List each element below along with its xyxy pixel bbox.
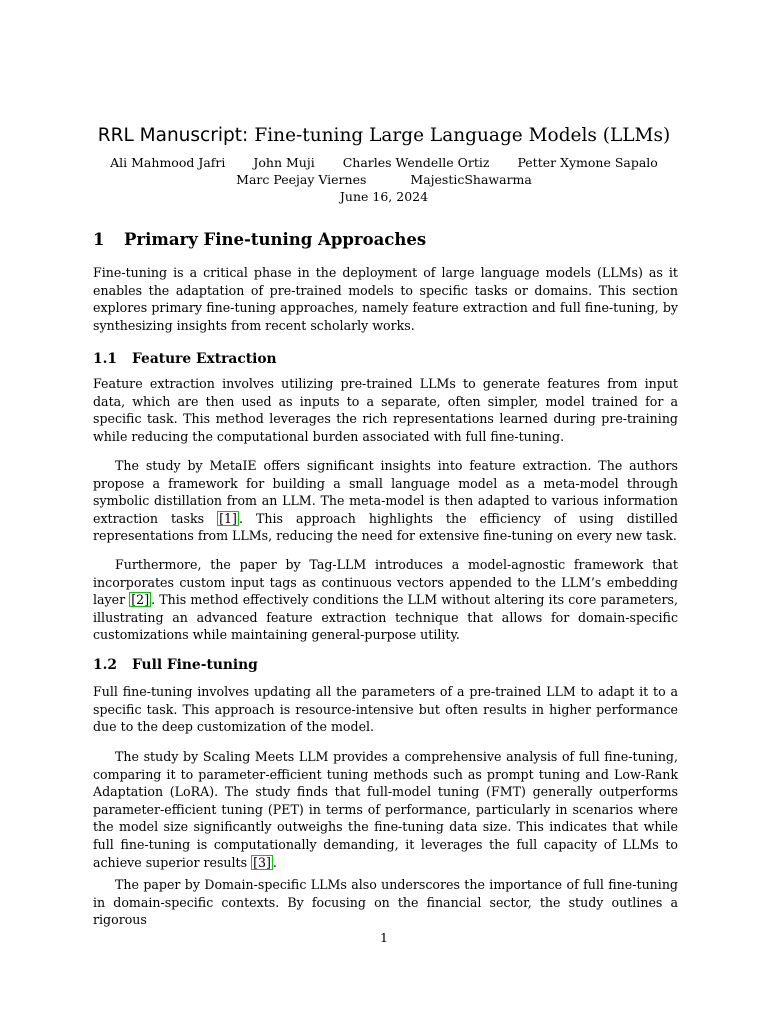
paragraph-text: . This approach highlights the efficiency of using distilled representations from LLMs, reducing the need for extensive fine-tuning on every new task.	[93, 510, 678, 544]
paragraph	[93, 556, 678, 644]
subsection-title: Feature Extraction	[132, 351, 277, 367]
authors-line-2	[0, 171, 768, 188]
author-name: Petter Xymone Sapalo	[517, 155, 658, 170]
section-heading	[93, 229, 426, 251]
paper-title	[0, 122, 768, 149]
paragraph	[93, 457, 678, 545]
paper-date: June 16, 2024	[339, 189, 429, 204]
author-name: Ali Mahmood Jafri	[110, 155, 226, 170]
paragraph: Feature extraction involves utilizing pre-trained LLMs to generate features from input data, which are then used as inputs to a separate, often simpler, model trained for a specific task. This method leverages the rich representations learned during pre-training while reducing the computational burden associated with full fine-tuning.	[93, 376, 678, 444]
paragraph-text: The study by Scaling Meets LLM provides a comprehensive analysis of full fine-tuning, comparing it to parameter-efficient tuning methods such as prompt tuning and Low-Rank Adaptation (LoRA). The study finds that full-model tuning (FMT) generally outperforms parameter-efficient tuning (PET) in terms of performance, particularly in scenarios where the model size significantly outweighs the fine-tuning data size. This indicates that while full fine-tuning is computationally demanding, it leverages the full capacity of LLMs to achieve superior results	[93, 749, 678, 870]
author-name: MajesticShawarma	[410, 172, 532, 187]
paragraph-text: . This method effectively conditions the LLM without altering its core parameters, illustrating an advanced feature extraction technique that allows for domain-specific customizations while maintaining general-purpose utility.	[93, 592, 678, 643]
subsection-title: Full Fine-tuning	[132, 657, 258, 673]
citation-link[interactable]: [3]	[253, 854, 271, 870]
subsection-number: 1.2	[93, 657, 118, 673]
paragraph-text: Furthermore, the paper by Tag-LLM introduces a model-agnostic framework that incorporates custom input tags as continuous vectors appended to the LLM’s embedding layer	[93, 557, 678, 608]
author-name: John Muji	[253, 155, 315, 170]
page-number: 1	[380, 930, 388, 945]
paragraph-text: The study by MetaIE offers significant insights into feature extraction. The authors propose a framework for building a small language model as a meta-model through symbolic distillation from an LLM. The meta-model is then adapted to various information extraction tasks	[93, 458, 678, 526]
subsection-heading	[93, 656, 258, 675]
author-name: Marc Peejay Viernes	[236, 172, 367, 187]
section-title: Primary Fine-tuning Approaches	[124, 230, 427, 249]
paragraph-text: .	[272, 854, 277, 870]
authors-line-1	[0, 154, 768, 171]
paragraph: Full fine-tuning involves updating all the parameters of a pre-trained LLM to adapt it to a specific task. This approach is resource-intensive but often results in higher performance due to the deep customization of the model.	[93, 684, 678, 735]
section-number: 1	[93, 230, 105, 249]
title-main: Fine-tuning Large Language Models (LLMs)	[254, 125, 671, 146]
paragraph	[93, 748, 678, 871]
section-intro-paragraph: Fine-tuning is a critical phase in the deployment of large language models (LLMs) as it enables the adaptation of pre-trained models to specific tasks or domains. This section explores primary fine-tuning approaches, namely feature extraction and full fine-tuning, by synthesizing insights from recent scholarly works.	[93, 265, 678, 333]
subsection-heading	[93, 350, 277, 369]
title-prefix: RRL Manuscript:	[97, 125, 249, 146]
citation-link[interactable]: [2]	[131, 592, 150, 608]
paragraph: The paper by Domain-specific LLMs also underscores the importance of full fine-tuning in domain-specific contexts. By focusing on the financial sector, the study outlines a rigorous	[93, 877, 678, 928]
subsection-number: 1.1	[93, 351, 118, 367]
author-name: Charles Wendelle Ortiz	[342, 155, 490, 170]
citation-link[interactable]: [1]	[219, 510, 237, 526]
